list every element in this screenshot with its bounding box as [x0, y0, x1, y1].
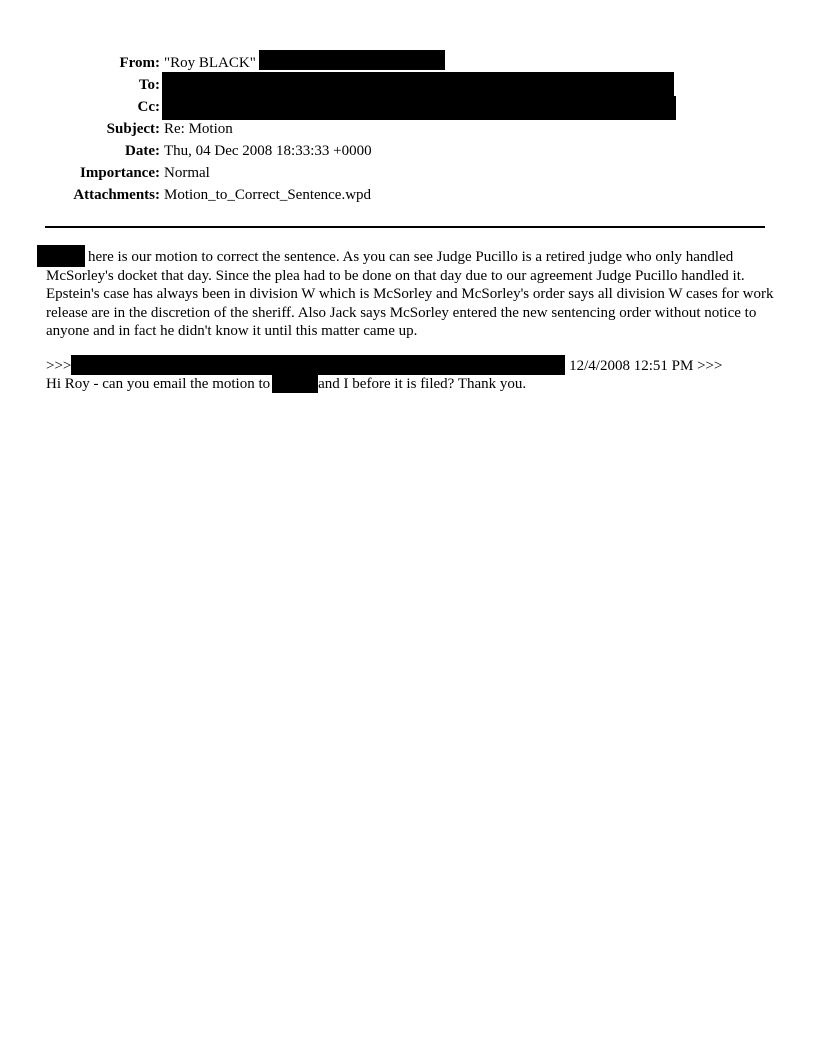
recipient-name-redaction [37, 245, 85, 267]
date-label: Date: [125, 143, 160, 159]
cc-row [0, 96, 816, 118]
quoted-sender-redaction [71, 355, 565, 375]
date-row [0, 140, 816, 162]
to-value-redaction [164, 74, 674, 96]
quoted-message [46, 357, 776, 394]
from-email-redaction [259, 50, 445, 70]
header-divider [45, 226, 765, 228]
date-value: Thu, 04 Dec 2008 18:33:33 +0000 [164, 143, 372, 159]
quote-prefix: >>> [46, 357, 72, 374]
message-text: here is our motion to correct the sentence. As you can see Judge Pucillo is a retired judge who only handled McSorley's docket that day. Since the plea had to be done on that day due to our agreement Judge Pucillo handled it. Epstein's case has always been in division W which is McSorley and McSorley's order says all division W cases for work release are in the discretion of the sheriff. Also Jack says McSorley entered the new sentencing order without notice to anyone and in fact he didn't know it until this matter came up. [46, 249, 774, 339]
subject-row [0, 118, 816, 140]
to-row [0, 74, 816, 96]
to-label: To: [138, 77, 160, 93]
from-name: "Roy BLACK" [164, 55, 256, 71]
importance-label: Importance: [80, 165, 160, 181]
subject-value: Re: Motion [164, 121, 233, 137]
reply-text-start: Hi Roy - can you email the motion to [46, 376, 271, 392]
importance-value: Normal [164, 165, 210, 181]
attachments-row [0, 184, 816, 206]
message-paragraph [46, 248, 776, 341]
from-value [164, 52, 445, 74]
reply-text-end: and I before it is filed? Thank you. [318, 376, 527, 392]
attachments-label: Attachments: [73, 187, 160, 203]
attachment-filename[interactable]: Motion_to_Correct_Sentence.wpd [164, 187, 372, 203]
from-label: From: [119, 55, 160, 71]
quote-timestamp: 12/4/2008 12:51 PM >>> [569, 357, 723, 374]
reply-name-redaction [272, 375, 318, 393]
from-row [0, 52, 816, 74]
subject-label: Subject: [106, 121, 160, 137]
importance-row [0, 162, 816, 184]
email-body [46, 248, 776, 394]
email-header [0, 52, 816, 206]
cc-value-redaction [164, 96, 676, 120]
cc-label: Cc: [137, 99, 160, 115]
